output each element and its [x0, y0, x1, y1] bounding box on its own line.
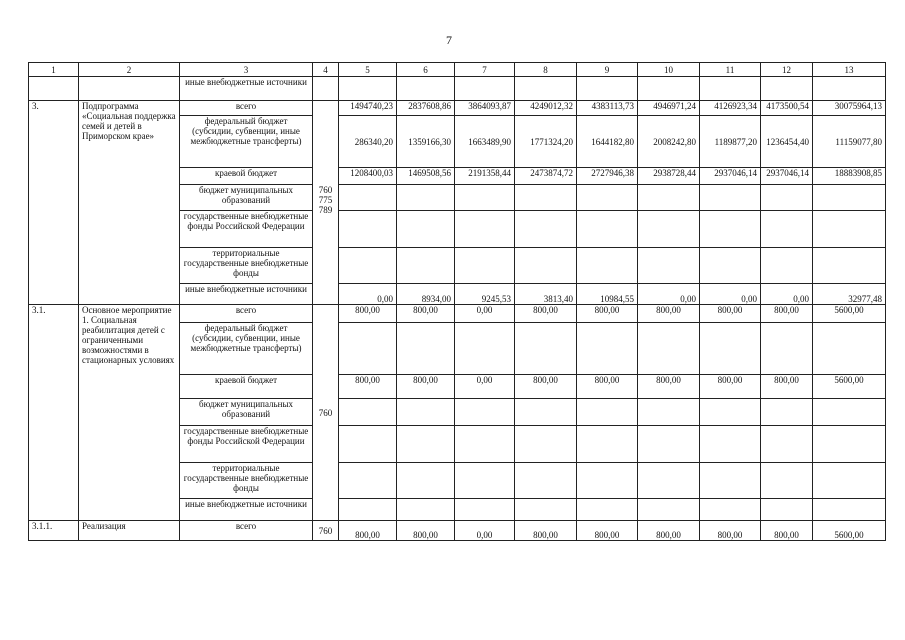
value-cell [761, 323, 813, 375]
value-cell [813, 77, 886, 101]
funding-source: федеральный бюджет (субсидии, субвенции, иные межбюджетные трансферты) [180, 323, 313, 375]
value-cell: 30075964,13 [813, 101, 886, 116]
value-cell: 3813,40 [515, 284, 577, 305]
value-cell [397, 426, 455, 463]
value-cell: 1236454,40 [761, 116, 813, 168]
table-row [29, 521, 886, 541]
funding-source: всего [180, 101, 313, 116]
value-cell [700, 463, 761, 499]
value-cell [515, 211, 577, 248]
value-cell: 800,00 [515, 375, 577, 399]
value-cell: 0,00 [455, 375, 515, 399]
value-cell: 2837608,86 [397, 101, 455, 116]
value-cell: 4173500,54 [761, 101, 813, 116]
value-cell: 0,00 [700, 284, 761, 305]
value-cell: 2938728,44 [638, 168, 700, 185]
value-cell: 4946971,24 [638, 101, 700, 116]
table-row [29, 77, 886, 101]
value-cell: 5600,00 [813, 375, 886, 399]
value-cell: 0,00 [638, 284, 700, 305]
funding-source: иные внебюджетные источники [180, 284, 313, 305]
value-cell: 800,00 [638, 375, 700, 399]
funding-source: краевой бюджет [180, 375, 313, 399]
column-number: 7 [455, 63, 515, 77]
value-cell [397, 211, 455, 248]
value-cell [455, 185, 515, 211]
value-cell [339, 211, 397, 248]
value-cell: 800,00 [577, 375, 638, 399]
value-cell [638, 77, 700, 101]
value-cell: 2937046,14 [761, 168, 813, 185]
value-cell [339, 499, 397, 521]
value-cell: 800,00 [700, 375, 761, 399]
funding-source: иные внебюджетные источники [180, 499, 313, 521]
value-cell [577, 426, 638, 463]
funding-source: федеральный бюджет (субсидии, субвенции, иные межбюджетные трансферты) [180, 116, 313, 168]
budget-code [313, 77, 339, 101]
column-number: 4 [313, 63, 339, 77]
funding-source: государственные внебюджетные фонды Российской Федерации [180, 211, 313, 248]
value-cell: 2473874,72 [515, 168, 577, 185]
value-cell [515, 426, 577, 463]
column-number: 5 [339, 63, 397, 77]
value-cell: 1771324,20 [515, 116, 577, 168]
page-number: 7 [446, 33, 452, 47]
value-cell [339, 185, 397, 211]
funding-source: бюджет муниципальных образований [180, 399, 313, 426]
funding-source: иные внебюджетные источники [180, 77, 313, 101]
value-cell: 2727946,38 [577, 168, 638, 185]
column-number: 1 [29, 63, 79, 77]
value-cell [397, 399, 455, 426]
value-cell [577, 499, 638, 521]
value-cell: 800,00 [397, 375, 455, 399]
budget-code-empty [313, 101, 339, 185]
value-cell: 800,00 [577, 305, 638, 323]
value-cell: 800,00 [761, 375, 813, 399]
value-cell [700, 211, 761, 248]
value-cell [577, 77, 638, 101]
value-cell: 4249012,32 [515, 101, 577, 116]
value-cell [638, 323, 700, 375]
value-cell [638, 463, 700, 499]
table-row [29, 305, 886, 323]
funding-source: всего [180, 521, 313, 541]
value-cell: 4383113,73 [577, 101, 638, 116]
value-cell [339, 77, 397, 101]
value-cell: 2937046,14 [700, 168, 761, 185]
value-cell: 800,00 [515, 305, 577, 323]
value-cell [638, 185, 700, 211]
column-number: 3 [180, 63, 313, 77]
value-cell [813, 323, 886, 375]
value-cell [700, 323, 761, 375]
value-cell: 1359166,30 [397, 116, 455, 168]
value-cell: 1189877,20 [700, 116, 761, 168]
value-cell: 18883908,85 [813, 168, 886, 185]
value-cell [577, 463, 638, 499]
value-cell: 1663489,90 [455, 116, 515, 168]
program-name: Реализация [79, 521, 180, 541]
value-cell [397, 499, 455, 521]
value-cell: 0,00 [455, 305, 515, 323]
value-cell [638, 399, 700, 426]
value-cell [577, 185, 638, 211]
value-cell [813, 248, 886, 284]
value-cell [397, 323, 455, 375]
program-name: Подпрограмма «Социальная поддержка семей и детей в Приморском крае» [79, 101, 180, 305]
value-cell [339, 323, 397, 375]
value-cell: 1494740,23 [339, 101, 397, 116]
value-cell [700, 77, 761, 101]
funding-source: территориальные государственные внебюджетные фонды [180, 248, 313, 284]
value-cell: 800,00 [761, 305, 813, 323]
value-cell [515, 77, 577, 101]
value-cell [813, 499, 886, 521]
value-cell: 800,00 [339, 375, 397, 399]
funding-source: всего [180, 305, 313, 323]
value-cell [761, 426, 813, 463]
value-cell [813, 426, 886, 463]
value-cell [577, 323, 638, 375]
value-cell [515, 185, 577, 211]
column-number-row [29, 63, 886, 77]
value-cell [577, 211, 638, 248]
value-cell [813, 211, 886, 248]
funding-source: территориальные государственные внебюджетные фонды [180, 463, 313, 499]
value-cell: 800,00 [700, 521, 761, 541]
column-number: 8 [515, 63, 577, 77]
column-number: 9 [577, 63, 638, 77]
value-cell: 286340,20 [339, 116, 397, 168]
value-cell [339, 248, 397, 284]
funding-source: государственные внебюджетные фонды Российской Федерации [180, 426, 313, 463]
value-cell [339, 399, 397, 426]
value-cell [455, 499, 515, 521]
budget-table [28, 62, 886, 541]
row-number: 3.1.1. [29, 521, 79, 541]
value-cell: 800,00 [577, 521, 638, 541]
value-cell: 11159077,80 [813, 116, 886, 168]
value-cell [515, 248, 577, 284]
value-cell [455, 77, 515, 101]
value-cell [761, 77, 813, 101]
value-cell [515, 499, 577, 521]
value-cell [455, 248, 515, 284]
value-cell [761, 499, 813, 521]
value-cell: 1208400,03 [339, 168, 397, 185]
value-cell [577, 248, 638, 284]
column-number: 11 [700, 63, 761, 77]
value-cell: 2191358,44 [455, 168, 515, 185]
value-cell: 5600,00 [813, 521, 886, 541]
table-row [29, 101, 886, 116]
budget-code: 760 [313, 305, 339, 521]
value-cell [813, 463, 886, 499]
value-cell [397, 185, 455, 211]
value-cell [761, 211, 813, 248]
value-cell [638, 248, 700, 284]
value-cell: 800,00 [515, 521, 577, 541]
value-cell: 10984,55 [577, 284, 638, 305]
column-number: 10 [638, 63, 700, 77]
value-cell: 800,00 [397, 305, 455, 323]
value-cell [397, 463, 455, 499]
value-cell [515, 399, 577, 426]
value-cell: 1469508,56 [397, 168, 455, 185]
value-cell: 800,00 [638, 521, 700, 541]
value-cell: 0,00 [339, 284, 397, 305]
value-cell: 0,00 [761, 284, 813, 305]
value-cell [700, 399, 761, 426]
value-cell: 9245,53 [455, 284, 515, 305]
value-cell [761, 185, 813, 211]
value-cell: 800,00 [700, 305, 761, 323]
value-cell: 800,00 [397, 521, 455, 541]
value-cell: 800,00 [339, 305, 397, 323]
program-name [79, 77, 180, 101]
value-cell [455, 426, 515, 463]
value-cell: 4126923,34 [700, 101, 761, 116]
row-number [29, 77, 79, 101]
value-cell [455, 463, 515, 499]
value-cell [397, 77, 455, 101]
value-cell [700, 499, 761, 521]
row-number: 3.1. [29, 305, 79, 521]
value-cell [813, 399, 886, 426]
program-name: Основное мероприятие 1. Социальная реабилитация детей с ограниченными возможностями в стационарных условиях [79, 305, 180, 521]
value-cell [515, 463, 577, 499]
value-cell [455, 399, 515, 426]
value-cell [515, 323, 577, 375]
value-cell: 5600,00 [813, 305, 886, 323]
budget-code: 760 [313, 521, 339, 541]
value-cell: 3864093,87 [455, 101, 515, 116]
funding-source: краевой бюджет [180, 168, 313, 185]
column-number: 6 [397, 63, 455, 77]
value-cell: 800,00 [339, 521, 397, 541]
value-cell [455, 323, 515, 375]
column-number: 13 [813, 63, 886, 77]
value-cell [700, 185, 761, 211]
value-cell [638, 426, 700, 463]
value-cell [577, 399, 638, 426]
value-cell [397, 248, 455, 284]
value-cell [813, 185, 886, 211]
value-cell [455, 211, 515, 248]
value-cell [761, 399, 813, 426]
value-cell [339, 463, 397, 499]
value-cell [700, 248, 761, 284]
value-cell [761, 463, 813, 499]
value-cell [761, 248, 813, 284]
value-cell [700, 426, 761, 463]
value-cell: 8934,00 [397, 284, 455, 305]
value-cell: 1644182,80 [577, 116, 638, 168]
value-cell: 800,00 [761, 521, 813, 541]
value-cell: 0,00 [455, 521, 515, 541]
funding-source: бюджет муниципальных образований [180, 185, 313, 211]
value-cell [638, 211, 700, 248]
value-cell [638, 499, 700, 521]
column-number: 2 [79, 63, 180, 77]
value-cell [339, 426, 397, 463]
row-number: 3. [29, 101, 79, 305]
budget-code: 760 775 789 [313, 185, 339, 305]
column-number: 12 [761, 63, 813, 77]
value-cell: 32977,48 [813, 284, 886, 305]
value-cell: 800,00 [638, 305, 700, 323]
value-cell: 2008242,80 [638, 116, 700, 168]
